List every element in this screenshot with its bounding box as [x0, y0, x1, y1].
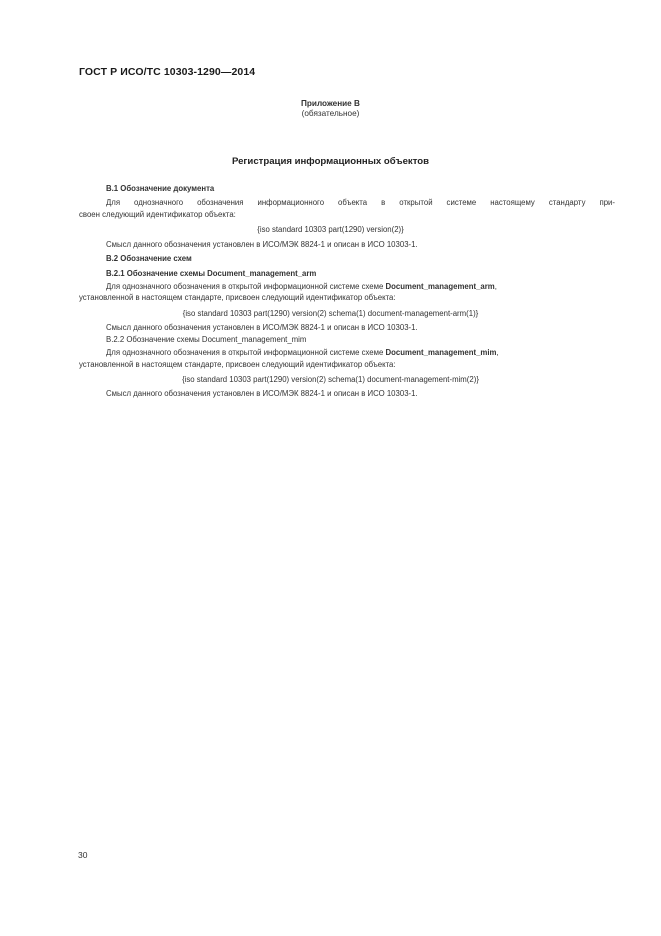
- page-number: 30: [78, 850, 88, 860]
- b22-heading: B.2.2 Обозначение схемы Document_management_mim: [106, 335, 307, 344]
- annex-title: Приложение B: [301, 99, 360, 108]
- b22-paragraph-line2: установленной в настоящем стандарте, присвоен следующий идентификатор объекта:: [79, 360, 396, 369]
- b21-para-pre: Для однозначного обозначения в открытой информационной системе схеме: [106, 282, 386, 291]
- b1-identifier: {iso standard 10303 part(1290) version(2)}: [257, 225, 404, 234]
- b1-paragraph-line1: Для однозначного обозначения информационного объекта в открытой системе настоящему стандарту при-: [106, 198, 615, 207]
- b21-para-post: ,: [494, 282, 497, 291]
- b1-paragraph-line2: своен следующий идентификатор объекта:: [79, 210, 236, 219]
- b22-paragraph-line1: [106, 348, 499, 358]
- b21-heading: B.2.1 Обозначение схемы Document_management_arm: [106, 269, 317, 278]
- b22-identifier: {iso standard 10303 part(1290) version(2) schema(1) document-management-mim(2)}: [182, 375, 479, 384]
- b21-note: Смысл данного обозначения установлен в ИСО/МЭК 8824-1 и описан в ИСО 10303-1.: [106, 323, 418, 332]
- b22-para-pre: Для однозначного обозначения в открытой информационной системе схеме: [106, 348, 386, 357]
- b2-heading: B.2 Обозначение схем: [106, 254, 192, 263]
- b21-identifier: {iso standard 10303 part(1290) version(2) schema(1) document-management-arm(1)}: [182, 309, 479, 318]
- b22-para-post: ,: [496, 348, 499, 357]
- b21-schema-name: Document_management_arm: [385, 282, 495, 291]
- b21-paragraph-line1: [106, 282, 497, 292]
- b1-note: Смысл данного обозначения установлен в ИСО/МЭК 8824-1 и описан в ИСО 10303-1.: [106, 240, 418, 249]
- section-title: Регистрация информационных объектов: [231, 156, 430, 167]
- b22-schema-name: Document_management_mim: [385, 348, 497, 357]
- standard-designation: ГОСТ Р ИСО/ТС 10303-1290—2014: [79, 66, 256, 78]
- b22-note: Смысл данного обозначения установлен в ИСО/МЭК 8824-1 и описан в ИСО 10303-1.: [106, 389, 418, 398]
- b1-heading: B.1 Обозначение документа: [106, 184, 215, 193]
- b21-paragraph-line2: установленной в настоящем стандарте, присвоен следующий идентификатор объекта:: [79, 293, 396, 302]
- annex-subtitle: (обязательное): [301, 109, 360, 118]
